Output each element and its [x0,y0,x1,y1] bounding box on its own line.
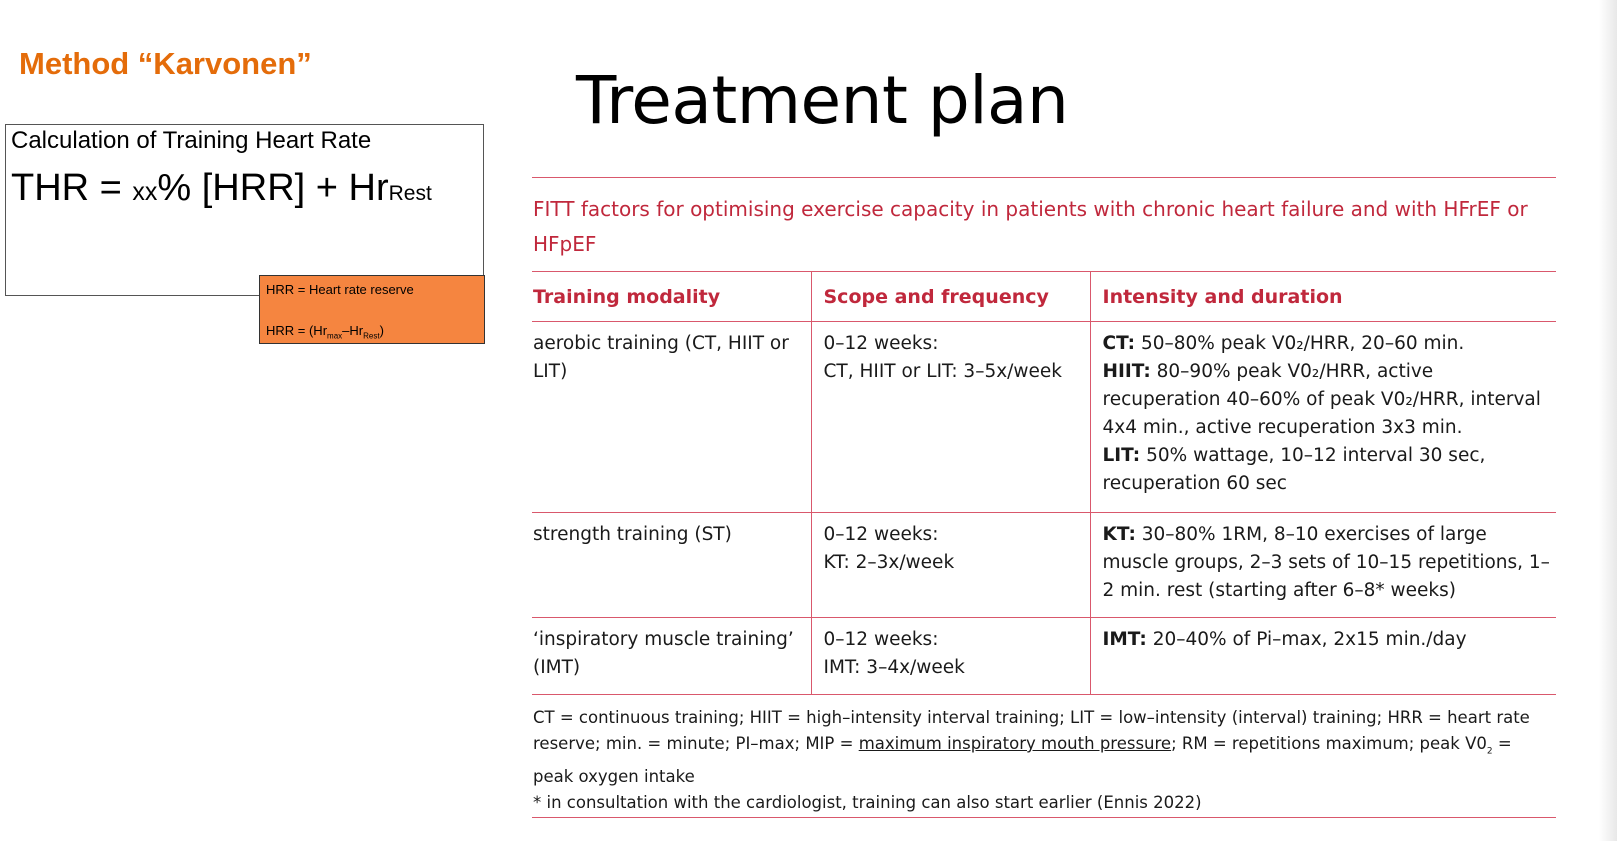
intensity-item [1103,521,1551,605]
cell-scope [811,618,1090,695]
formula-percent-placeholder: xx [132,178,158,206]
modality-text: aerobic training (CT, HIIT or LIT) [533,333,789,382]
intensity-label: LIT: [1102,445,1141,466]
header-intensity-duration: Intensity and duration [1090,272,1556,322]
intensity-item [1103,626,1551,654]
cell-intensity [1090,618,1556,695]
intensity-item [1103,330,1551,358]
cell-intensity [1090,513,1556,618]
table-caption: FITT factors for optimising exercise capacity in patients with chronic heart failure and with HFrEF or HFpEF [533,197,1528,256]
footnote-underlined: maximum inspiratory mouth pressure [858,734,1172,753]
cell-intensity [1090,322,1556,513]
footnote-part3: = peak oxygen intake [533,734,1512,787]
consultation-note: * in consultation with the cardiologist, training can also start earlier (Ennis 2022) [533,793,1202,813]
formula-rest-subscript: Rest [388,182,432,205]
calculation-box [5,124,484,296]
table-footnote [533,705,1557,816]
scope-line: 0–12 weeks: [823,524,939,545]
slide-edge-shadow [1557,0,1617,841]
abbreviations-note [533,705,1557,790]
intensity-text: 80–90% peak V0₂/HRR, active recuperation 40–60% of peak V0₂/HRR, interval 4x4 min., active recuperation 3x3 min. [1102,361,1541,438]
scope-line: CT, HIIT or LIT: 3–5x/week [823,361,1063,382]
modality-text: ‘inspiratory muscle training’ (IMT) [533,629,794,678]
intensity-item [1103,358,1551,442]
footnote-part1: CT = continuous training; HIIT = high–intensity interval training; LIT = low–intensity (interval) training; HRR = heart rate reserve; min. = minute; PI–max; MIP = [533,708,1530,753]
hrr-definition: HRR = Heart rate reserve [266,282,414,297]
header-training-modality: Training modality [532,272,811,322]
intensity-item [1103,442,1551,498]
modality-text: strength training (ST) [533,524,732,545]
table-row [532,513,1556,618]
intensity-label: IMT: [1102,629,1147,650]
intensity-label: CT: [1102,333,1136,354]
scope-line: KT: 2–3x/week [823,552,955,573]
calculation-label: Calculation of Training Heart Rate [11,127,372,154]
hrr-eq-max: max [327,331,343,341]
hrr-eq-prefix: HRR = (Hr [266,323,328,338]
cell-scope [811,513,1090,618]
scope-line: 0–12 weeks: [823,629,939,650]
intensity-label: HIIT: [1102,361,1151,382]
thr-formula [11,167,432,210]
table-row [532,618,1556,695]
top-rule [532,177,1556,178]
scope-line: 0–12 weeks: [823,333,939,354]
formula-rhs: % [HRR] + Hr [157,167,389,209]
hrr-equation [266,323,384,341]
method-title: Method “Karvonen” [19,46,312,81]
table-row [532,322,1556,513]
hrr-note-box [259,275,485,344]
table-header-row [532,272,1556,322]
bottom-rule [532,817,1556,818]
footnote-part2: ; RM = repetitions maximum; peak V0 [1171,734,1487,753]
page-title: Treatment plan [576,62,1069,139]
footnote-subscript: 2 [1486,746,1493,757]
intensity-text: 30–80% 1RM, 8–10 exercises of large muscle groups, 2–3 sets of 10–15 repetitions, 1–2 min. rest (starting after 6–8* weeks) [1102,524,1550,601]
hrr-eq-dash: –Hr [342,323,364,338]
intensity-text: 20–40% of Pi–max, 2x15 min./day [1146,629,1467,650]
cell-modality [532,618,811,695]
hrr-eq-close: ) [379,323,384,338]
cell-modality [532,513,811,618]
scope-line: IMT: 3–4x/week [823,657,965,678]
intensity-label: KT: [1102,524,1136,545]
formula-lhs: THR = [11,167,133,209]
cell-scope [811,322,1090,513]
intensity-text: 50% wattage, 10–12 interval 30 sec, recuperation 60 sec [1102,445,1486,494]
cell-modality [532,322,811,513]
header-scope-frequency: Scope and frequency [811,272,1090,322]
hrr-eq-rest: Rest [363,331,380,341]
intensity-text: 50–80% peak V0₂/HRR, 20–60 min. [1135,333,1465,354]
fitt-table [532,271,1556,695]
